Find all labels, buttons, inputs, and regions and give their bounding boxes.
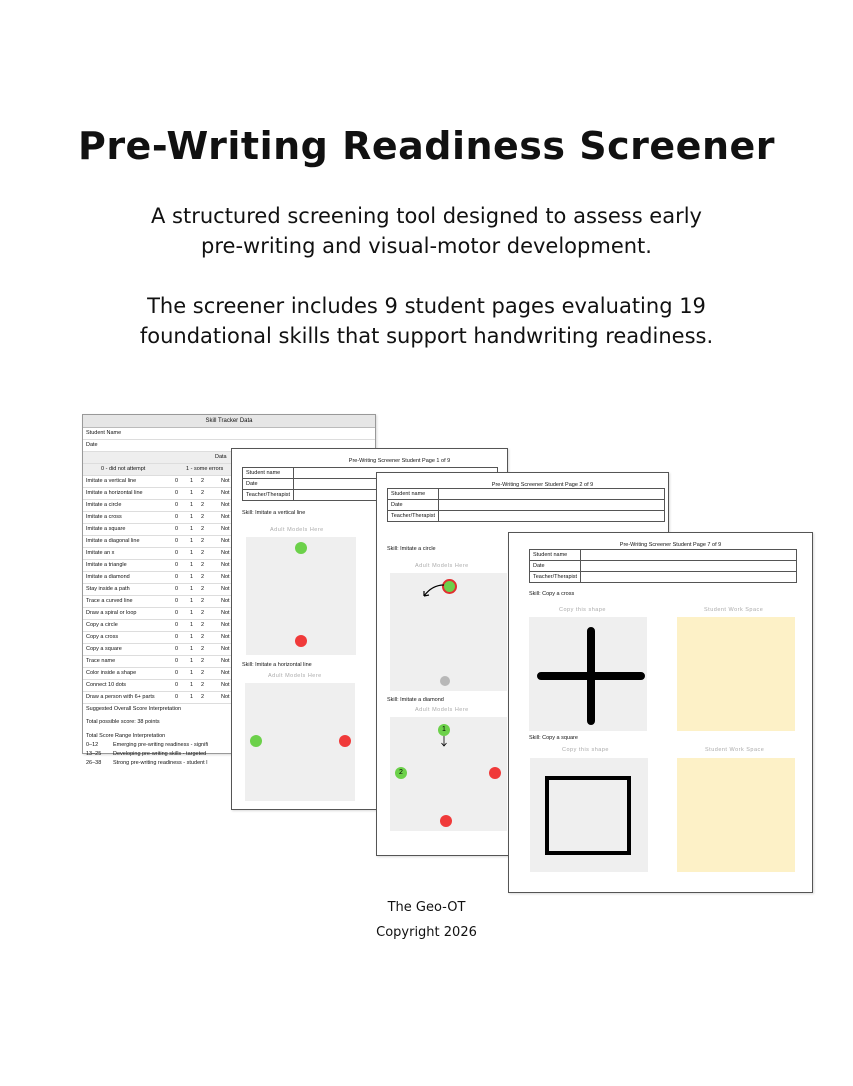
end-dot [440,676,450,686]
tracker-notes-label: Not [221,550,230,556]
info-label: Teacher/Therapist [243,490,294,501]
copy-caption: Copy this shape [562,747,609,753]
tracker-field-label: Date [86,442,98,448]
tracker-score-option: 2 [201,490,205,496]
tracker-score-option: 2 [201,526,205,532]
description-paragraph-1 [60,201,793,261]
tracker-notes-label: Not [221,598,230,604]
tracker-score-option: 2 [201,502,205,508]
range-text: Strong pre-writing readiness - student l [113,760,208,766]
tracker-score-option: 1 [190,502,194,508]
tracker-score-option: 1 [190,574,194,580]
tracker-score-option: 1 [190,634,194,640]
tracker-skill-label: Imitate an x [86,550,115,556]
tracker-score-option: 2 [201,694,205,700]
tracker-skill-label: Imitate a triangle [86,562,127,568]
page-title: Pre-Writing Readiness Screener [77,124,776,168]
down-arrow-icon [441,736,447,748]
tracker-field-label: Student Name [86,430,122,436]
tracker-score-option: 2 [201,598,205,604]
tracker-score-option: 0 [175,658,179,664]
tracker-skill-label: Copy a circle [86,622,118,628]
tracker-score-option: 1 [190,610,194,616]
cross-shape [529,617,647,731]
tracker-notes-label: Not [221,514,230,520]
tracker-score-option: 0 [175,634,179,640]
tracker-notes-label: Not [221,670,230,676]
square-shape [530,758,648,872]
tracker-title: Skill Tracker Data [83,415,375,428]
tracker-skill-label: Imitate a circle [86,502,122,508]
end-dot [295,635,307,647]
range-text: Emerging pre-writing readiness - signifi [113,742,209,748]
tracker-notes-label: Not [221,538,230,544]
page-2-caption-b: Adult Models Here [415,707,469,713]
tracker-notes-label: Not [221,622,230,628]
tracker-notes-label: Not [221,478,230,484]
page-7-info-table [529,549,797,583]
tracker-score-option: 0 [175,574,179,580]
info-label: Date [530,561,581,572]
tracker-notes-label: Not [221,646,230,652]
tracker-score-option: 2 [201,634,205,640]
tracker-data-label: Data [215,454,227,460]
tracker-score-option: 1 [190,490,194,496]
page-7-skill-b: Skill: Copy a square [529,735,578,741]
score-legend-0: 0 - did not attempt [101,466,146,472]
tracker-notes-label: Not [221,682,230,688]
tracker-score-option: 0 [175,646,179,652]
tracker-score-option: 2 [201,682,205,688]
tracker-score-option: 0 [175,526,179,532]
range-value: 26–38 [86,760,102,766]
page-2-info-table [387,488,665,522]
tracker-score-option: 2 [201,622,205,628]
tracker-score-option: 2 [201,550,205,556]
tracker-skill-label: Stay inside a path [86,586,130,592]
tracker-score-option: 1 [190,694,194,700]
corner-dot [489,767,501,779]
tracker-score-option: 1 [190,670,194,676]
tracker-notes-label: Not [221,694,230,700]
tracker-score-option: 2 [201,478,205,484]
description-line: pre-writing and visual-motor development. [201,234,652,258]
tracker-score-option: 1 [190,550,194,556]
tracker-score-option: 1 [190,478,194,484]
model-area [390,717,507,831]
tracker-score-option: 1 [190,586,194,592]
tracker-skill-label: Trace name [86,658,116,664]
tracker-score-option: 1 [190,646,194,652]
copyright: Copyright 2026 [376,925,477,940]
tracker-notes-label: Not [221,490,230,496]
student-work-space [677,758,795,872]
curve-arrow-icon [420,583,446,599]
student-work-space [677,617,795,731]
tracker-score-option: 0 [175,598,179,604]
tracker-score-option: 0 [175,538,179,544]
tracker-student-name [83,428,375,440]
tracker-score-option: 2 [201,514,205,520]
tracker-skill-label: Draw a spiral or loop [86,610,137,616]
tracker-score-option: 0 [175,514,179,520]
description-line: A structured screening tool designed to assess early [150,204,702,228]
start-dot [295,542,307,554]
author: The Geo-OT [387,900,466,915]
tracker-score-option: 2 [201,610,205,616]
tracker-skill-label: Copy a square [86,646,122,652]
work-caption: Student Work Space [704,607,764,613]
page-1-caption-b: Adult Models Here [268,673,322,679]
copy-shape-area [529,617,647,731]
description-line: foundational skills that support handwriting readiness. [139,324,714,348]
tracker-notes-label: Not [221,574,230,580]
tracker-score-option: 1 [190,562,194,568]
page-1-skill-b: Skill: Imitate a horizontal line [242,662,312,668]
tracker-range-title: Total Score Range Interpretation [86,733,166,739]
model-area [245,683,355,801]
tracker-skill-label: Draw a person with 6+ parts [86,694,155,700]
page-2-title: Pre-Writing Screener Student Page 2 of 9 [491,482,594,488]
end-dot [440,815,452,827]
tracker-score-option: 0 [175,502,179,508]
score-legend-1: 1 - some errors [186,466,224,472]
info-label: Teacher/Therapist [388,511,439,522]
tracker-score-option: 2 [201,586,205,592]
tracker-skill-label: Imitate a square [86,526,126,532]
tracker-score-option: 2 [201,646,205,652]
description-line: The screener includes 9 student pages evaluating 19 [147,294,706,318]
tracker-notes-label: Not [221,610,230,616]
tracker-score-option: 1 [190,598,194,604]
tracker-skill-label: Color inside a shape [86,670,137,676]
tracker-score-option: 0 [175,694,179,700]
tracker-skill-label: Imitate a horizontal line [86,490,143,496]
tracker-score-option: 0 [175,622,179,628]
tracker-notes-label: Not [221,658,230,664]
tracker-skill-label: Imitate a diagonal line [86,538,140,544]
copy-caption: Copy this shape [559,607,606,613]
info-label: Date [243,479,294,490]
tracker-suggested: Suggested Overall Score Interpretation [86,706,182,712]
tracker-skill-label: Connect 10 dots [86,682,127,688]
tracker-score-option: 1 [190,682,194,688]
range-value: 0–12 [86,742,99,748]
tracker-notes-label: Not [221,586,230,592]
tracker-score-option: 2 [201,658,205,664]
page-7-title: Pre-Writing Screener Student Page 7 of 9 [619,542,722,548]
page-1-caption-a: Adult Models Here [270,527,324,533]
start-dot [250,735,262,747]
tracker-skill-label: Imitate a diamond [86,574,130,580]
page-2-skill-a: Skill: Imitate a circle [387,546,436,552]
student-page-7-preview [508,532,813,893]
page-2-caption-a: Adult Models Here [415,563,469,569]
range-text: Developing pre-writing skills - targeted [113,751,207,757]
tracker-score-option: 2 [201,562,205,568]
info-label: Teacher/Therapist [530,572,581,583]
tracker-score-option: 0 [175,562,179,568]
tracker-skill-label: Copy a cross [86,634,119,640]
tracker-score-option: 2 [201,574,205,580]
end-dot [339,735,351,747]
tracker-score-option: 2 [201,670,205,676]
tracker-score-option: 0 [175,550,179,556]
range-value: 13–25 [86,751,102,757]
tracker-score-option: 1 [190,514,194,520]
page-2-skill-b: Skill: Imitate a diamond [387,697,444,703]
info-label: Student name [388,489,439,500]
tracker-score-option: 0 [175,610,179,616]
tracker-notes-label: Not [221,562,230,568]
tracker-score-option: 2 [201,538,205,544]
page-7-skill-a: Skill: Copy a cross [529,591,575,597]
tracker-skill-label: Imitate a vertical line [86,478,137,484]
tracker-notes-label: Not [221,526,230,532]
model-area [246,537,356,655]
info-label: Student name [530,550,581,561]
tracker-score-option: 0 [175,682,179,688]
tracker-skill-label: Trace a curved line [86,598,133,604]
tracker-notes-label: Not [221,502,230,508]
marker-2: 2 [395,767,407,779]
tracker-score-option: 0 [175,586,179,592]
tracker-skill-label: Imitate a cross [86,514,122,520]
description-paragraph-2 [60,291,793,351]
page-1-skill-a: Skill: Imitate a vertical line [242,510,306,516]
work-caption: Student Work Space [705,747,765,753]
tracker-score-option: 1 [190,622,194,628]
info-label: Student name [243,468,294,479]
page-1-title: Pre-Writing Screener Student Page 1 of 9 [348,458,451,464]
info-label: Date [388,500,439,511]
tracker-score-option: 0 [175,670,179,676]
tracker-notes-label: Not [221,634,230,640]
tracker-score-option: 0 [175,490,179,496]
tracker-score-option: 1 [190,658,194,664]
tracker-score-option: 1 [190,526,194,532]
tracker-score-option: 0 [175,478,179,484]
marker-1: 1 [438,724,450,736]
model-area [390,573,507,691]
tracker-total-possible: Total possible score: 38 points [86,719,160,725]
copy-shape-area [530,758,648,872]
tracker-score-option: 1 [190,538,194,544]
